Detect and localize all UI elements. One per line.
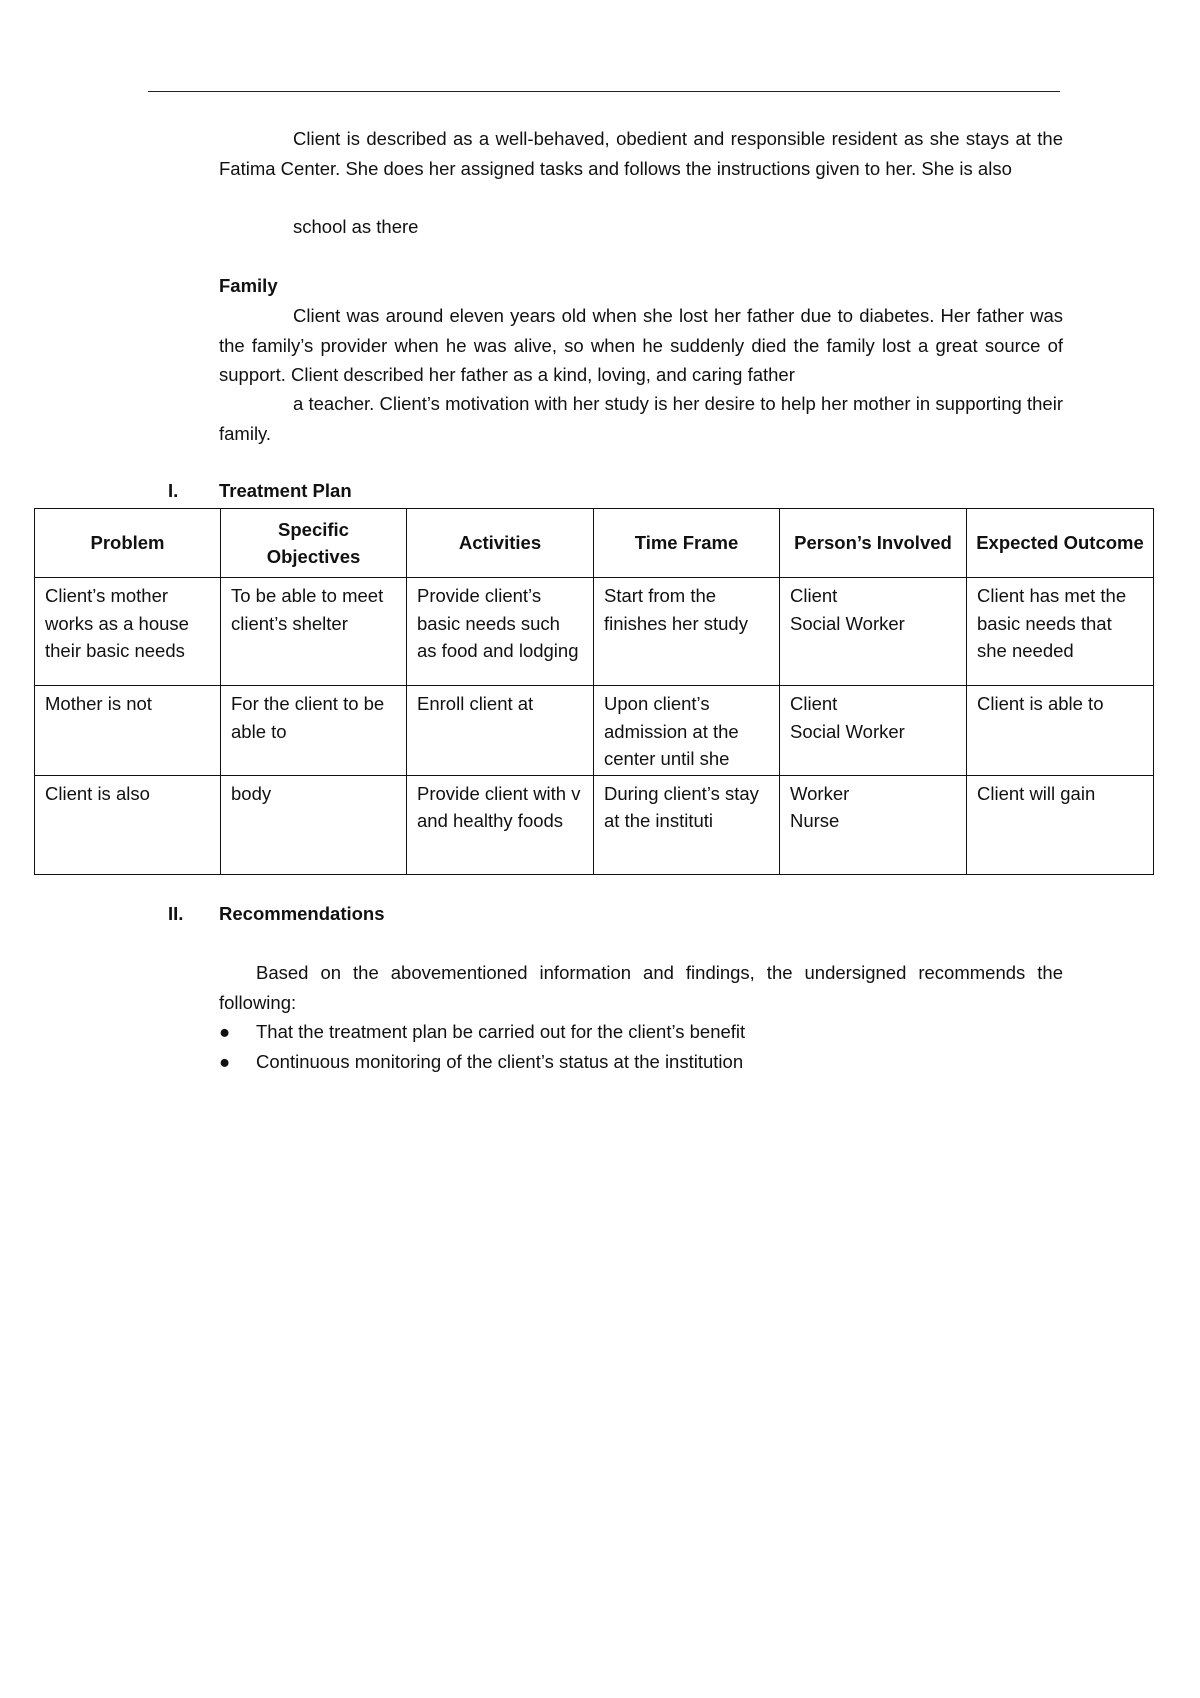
table-cell <box>967 775 1154 874</box>
table-cell <box>221 686 407 776</box>
cell-text: Provide client with v and healthy foods <box>417 782 581 831</box>
list-item-text: Continuous monitoring of the client’s status at the institution <box>256 1050 744 1072</box>
header-rule <box>148 91 1060 92</box>
cell-text: Mother is not <box>45 693 152 714</box>
table-cell <box>780 578 967 686</box>
table-cell <box>407 686 594 776</box>
cell-text: Client Social Worker <box>790 693 905 742</box>
cell-text: To be able to meet client’s shelter <box>231 585 384 634</box>
header-time-frame: Time Frame <box>594 509 780 578</box>
header-activities: Activities <box>407 509 594 578</box>
header-specific-objectives: Specific Objectives <box>221 509 407 578</box>
cell-text: During client’s stay at the instituti <box>604 782 759 831</box>
table-cell <box>407 775 594 874</box>
header-expected-outcome: Expected Outcome <box>967 509 1154 578</box>
cell-text: Start from the finishes her study <box>604 585 748 634</box>
list-item <box>219 1017 745 1047</box>
table-cell <box>780 775 967 874</box>
cell-text: Worker Nurse <box>790 782 850 831</box>
cell-text: Enroll client at <box>417 693 534 714</box>
table-cell <box>35 578 221 686</box>
table-row <box>35 686 1154 776</box>
cell-text: Client’s mother works as a house their basic needs <box>45 585 189 661</box>
intro-paragraph: Client is described as a well-behaved, obedient and responsible resident as she stays at the Fatima Center. She does her assigned tasks and follows the instructions given to her. She is also <box>219 128 1063 179</box>
table-cell <box>221 578 407 686</box>
table-cell <box>35 775 221 874</box>
cell-text: Client is able to <box>977 693 1104 714</box>
table-cell <box>594 775 780 874</box>
cell-text: Upon client’s admission at the center until she <box>604 693 739 769</box>
cell-text: Provide client’s basic needs such as food and lodging <box>417 585 579 661</box>
family-heading: Family <box>219 275 278 296</box>
family-paragraph: Client was around eleven years old when she lost her father due to diabetes. Her father was the family’s provider when he was alive, so when he suddenly died the family lost a great source of support. Client described her father as a kind, loving, and caring father <box>219 305 1063 385</box>
table-cell <box>407 578 594 686</box>
table-cell <box>594 686 780 776</box>
recommendations-title: Recommendations <box>219 903 385 924</box>
table-cell <box>221 775 407 874</box>
recommendations-intro: Based on the abovementioned information and findings, the undersigned recommends the following: <box>219 962 1063 1013</box>
table-row <box>35 775 1154 874</box>
table-cell <box>35 686 221 776</box>
treatment-plan-title: Treatment Plan <box>219 480 352 501</box>
list-item <box>219 1047 745 1077</box>
family-continuation: a teacher. Client’s motivation with her study is her desire to help her mother in supporting their family. <box>219 393 1063 444</box>
recommendations-number: II. <box>168 903 184 924</box>
header-persons-involved: Person’s Involved <box>780 509 967 578</box>
treatment-plan-table <box>34 508 1154 875</box>
table-header-row <box>35 509 1154 578</box>
table-row <box>35 578 1154 686</box>
bullet-icon: ● <box>219 1021 231 1042</box>
cell-text: For the client to be able to <box>231 693 385 742</box>
cell-text: Client Social Worker <box>790 585 905 634</box>
recommendations-list <box>219 1017 745 1076</box>
table-cell <box>967 578 1154 686</box>
cell-text: Client will gain <box>977 782 1096 804</box>
cell-text: Client has met the basic needs that she needed <box>977 585 1127 661</box>
list-item-text: That the treatment plan be carried out for the client’s benefit <box>256 1021 746 1042</box>
intro-fragment: school as there <box>293 216 419 237</box>
table-cell <box>594 578 780 686</box>
treatment-plan-number: I. <box>168 480 179 501</box>
cell-text: body <box>231 782 272 804</box>
table-cell <box>967 686 1154 776</box>
bullet-icon: ● <box>219 1050 231 1072</box>
table-cell <box>780 686 967 776</box>
header-problem: Problem <box>35 509 221 578</box>
cell-text: Client is also <box>45 782 150 804</box>
